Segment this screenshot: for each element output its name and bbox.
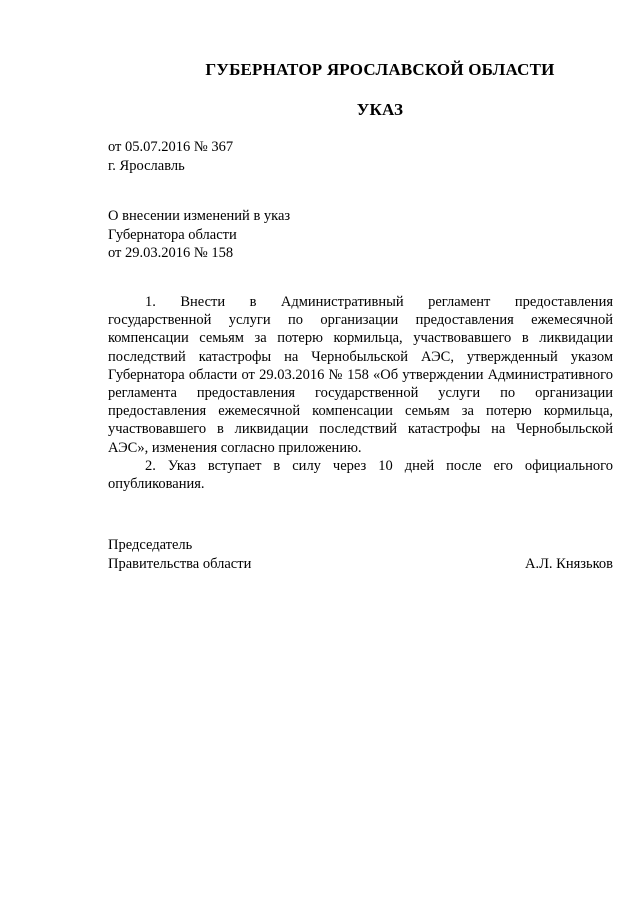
signature-row bbox=[108, 555, 613, 574]
signer-name: А.Л. Князьков bbox=[524, 555, 613, 572]
signer-position-line2: Правительства области bbox=[108, 555, 252, 572]
subject-line: Губернатора области bbox=[108, 226, 237, 243]
body-paragraph-1: 1. Внести в Административный регламент предоставления государственной услуги по организации предоставления ежемесячной компенсации семьям за потерю кормильца, участвовавшего в ликвидации последствий катастрофы на Чернобыльской АЭС, утвержденный указом Губернатора области от 29.03.2016 № 158 «Об утверждении Административного регламента предоставления государственной услуги по организации предоставления ежемесячной компенсации семьям за потерю кормильца, участвовавшего в ликвидации последствий катастрофы на Чернобыльской АЭС», изменения согласно приложению. bbox=[108, 294, 613, 456]
document-type: УКАЗ bbox=[356, 100, 404, 119]
document-city: г. Ярославль bbox=[108, 157, 185, 174]
signer-position-line1: Председатель bbox=[108, 537, 193, 553]
subject-line: от 29.03.2016 № 158 bbox=[108, 245, 234, 261]
document-date-number: от 05.07.2016 № 367 bbox=[108, 139, 234, 155]
date-block bbox=[108, 138, 233, 175]
document-body bbox=[108, 293, 613, 493]
document-subject bbox=[108, 207, 290, 263]
subject-line: О внесении изменений в указ bbox=[108, 208, 291, 224]
body-paragraph-2: 2. Указ вступает в силу через 10 дней после его официального опубликования. bbox=[108, 457, 613, 493]
issuing-authority: ГУБЕРНАТОР ЯРОСЛАВСКОЙ ОБЛАСТИ bbox=[205, 60, 555, 79]
signature-block bbox=[108, 536, 613, 573]
